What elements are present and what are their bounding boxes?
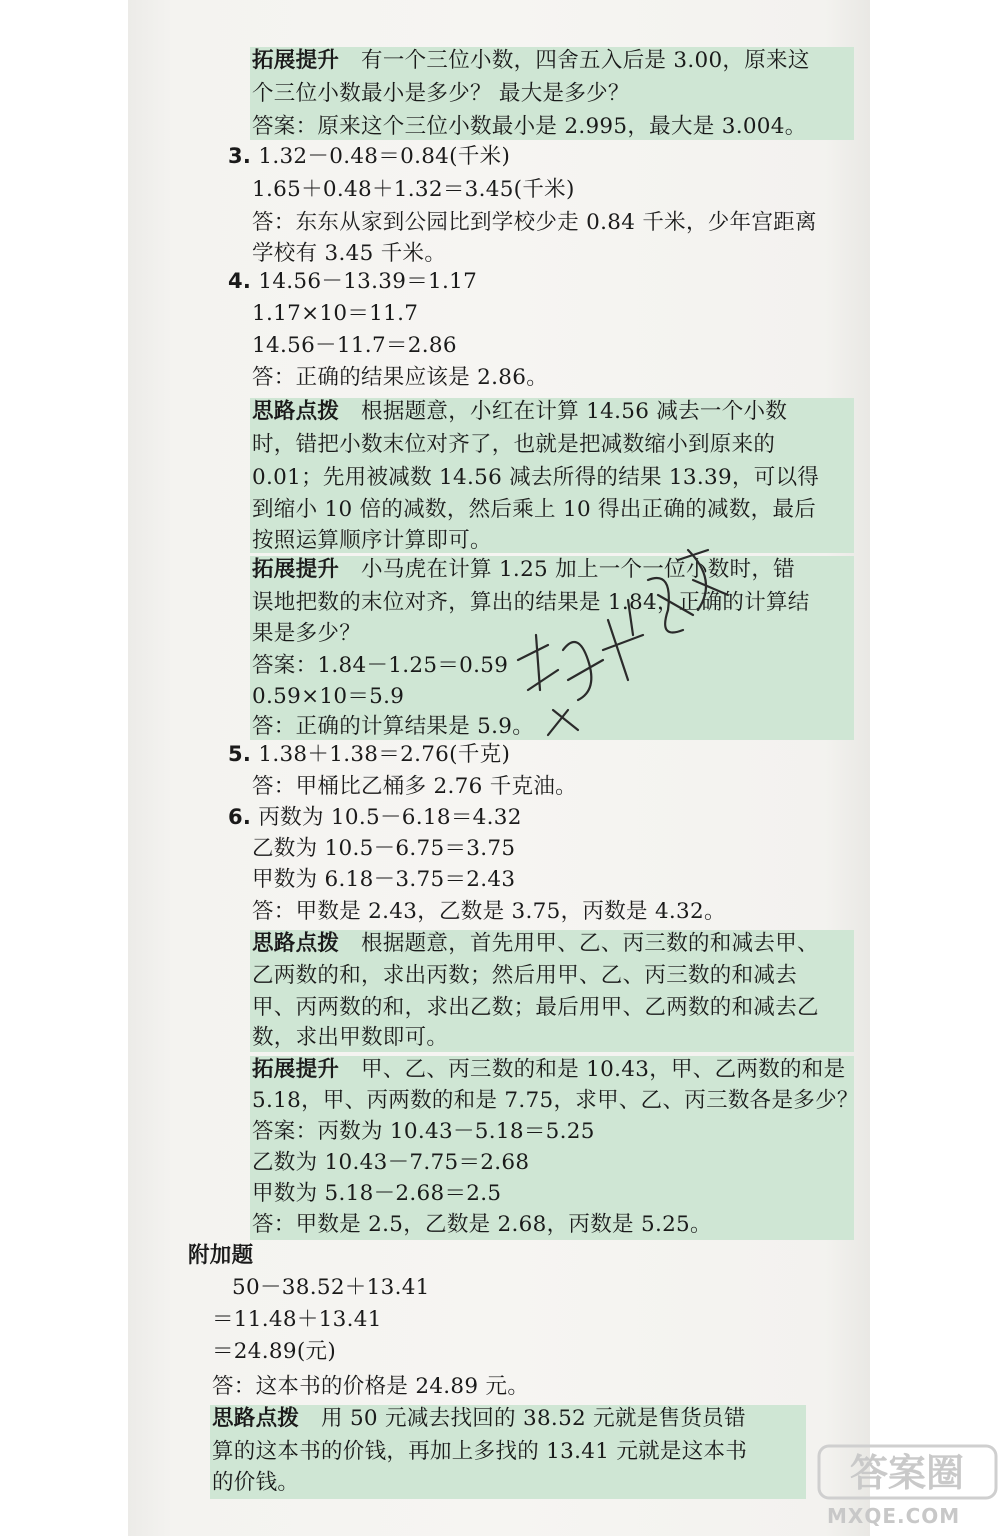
question-6-line-4: 答：甲数是 2.43，乙数是 3.75，丙数是 4.32。 [252,899,726,924]
question-6-line-1: 6. 丙数为 10.5－6.18＝4.32 [228,805,522,830]
extension-2-line-5: 0.59×10＝5.9 [252,684,405,709]
hint-title: 思路点拨 [212,1406,300,1431]
hint-2-line-3: 甲、丙两数的和，求出乙数；最后用甲、乙两数的和减去乙 [252,995,819,1020]
extra-line-3: ＝24.89(元) [212,1339,337,1364]
hint-line-5: 按照运算顺序计算即可。 [252,528,492,553]
extension-3-line-6: 答：甲数是 2.5，乙数是 2.68，丙数是 5.25。 [252,1212,712,1237]
hint-line-2: 时，错把小数末位对齐了，也就是把减数缩小到原来的 [252,432,776,457]
question-4-line-1: 4. 14.56－13.39＝1.17 [228,269,478,294]
watermark-url: MXQE.COM [827,1504,961,1528]
extension-line-1: 拓展提升 有一个三位小数，四舍五入后是 3.00，原来这 [252,48,810,73]
watermark-logo [815,1440,1000,1502]
question-3-line-1: 3. 1.32－0.48＝0.84(千米) [228,144,511,169]
question-number: 5. [228,742,252,766]
extra-line-4: 答：这本书的价格是 24.89 元。 [212,1374,530,1399]
extension-answer: 答案：原来这个三位小数最小是 2.995，最大是 3.004。 [252,114,807,139]
hint-2-line-1: 思路点拨 根据题意，首先用甲、乙、丙三数的和减去甲、 [252,931,819,956]
extension-2-line-3: 果是多少？ [252,621,362,646]
hint-2-line-2: 乙两数的和，求出丙数；然后用甲、乙、丙三数的和减去 [252,963,798,988]
question-4-line-3: 14.56－11.7＝2.86 [252,333,457,358]
question-3-line-4: 学校有 3.45 千米。 [252,241,447,266]
extension-3-line-1: 拓展提升 甲、乙、丙三数的和是 10.43，甲、乙两数的和是 [252,1057,846,1082]
extension-3-line-2: 5.18，甲、丙两数的和是 7.75，求甲、乙、丙三数各是多少？ [252,1088,859,1113]
extension-3-line-5: 甲数为 5.18－2.68＝2.5 [252,1181,502,1206]
extension-3-line-4: 乙数为 10.43－7.75＝2.68 [252,1150,530,1175]
question-number: 3. [228,144,252,168]
extra-line-1: 50－38.52＋13.41 [232,1275,430,1300]
hint-title: 思路点拨 [252,399,340,424]
watermark-logo-text: 答案圈 [849,1451,965,1495]
question-6-line-2: 乙数为 10.5－6.75＝3.75 [252,836,516,861]
hint-3-line-3: 的价钱。 [212,1470,300,1495]
question-5-line-1: 5. 1.38＋1.38＝2.76(千克) [228,742,511,767]
question-number: 4. [228,269,252,293]
hint-3-line-1: 思路点拨 用 50 元减去找回的 38.52 元就是售货员错 [212,1406,746,1431]
handwritten-scribble [508,540,738,740]
hint-line-3: 0.01；先用被减数 14.56 减去所得的结果 13.39，可以得 [252,465,820,490]
question-4-line-2: 1.17×10＝11.7 [252,301,419,326]
hint-2-line-4: 数，求出甲数即可。 [252,1025,449,1050]
hint-line-4: 到缩小 10 倍的减数，然后乘上 10 得出正确的减数，最后 [252,497,817,522]
page-scan [128,0,870,1536]
question-3-line-2: 1.65＋0.48＋1.32＝3.45(千米) [252,177,575,202]
question-number: 6. [228,805,252,829]
question-6-line-3: 甲数为 6.18－3.75＝2.43 [252,867,516,892]
extra-line-2: ＝11.48＋13.41 [212,1307,382,1332]
extension-2-line-2: 误地把数的末位对齐，算出的结果是 1.84，正确的计算结 [252,590,810,615]
question-4-line-4: 答：正确的结果应该是 2.86。 [252,365,549,390]
hint-3-line-2: 算的这本书的价钱，再加上多找的 13.41 元就是这本书 [212,1439,748,1464]
extension-title: 拓展提升 [252,557,340,582]
extension-2-line-4: 答案：1.84－1.25＝0.59 [252,653,509,678]
question-5-line-2: 答：甲桶比乙桶多 2.76 千克油。 [252,774,577,799]
extension-line-2: 个三位小数最小是多少？ 最大是多少？ [252,81,630,106]
extra-title: 附加题 [188,1243,254,1268]
extension-2-line-1: 拓展提升 小马虎在计算 1.25 加上一个一位小数时，错 [252,557,795,582]
question-3-line-3: 答：东东从家到公园比到学校少走 0.84 千米，少年宫距离 [252,210,817,235]
extension-2-line-6: 答：正确的计算结果是 5.9。 [252,714,535,739]
watermark [815,1440,1000,1536]
extension-title: 拓展提升 [252,48,340,73]
extension-title: 拓展提升 [252,1057,340,1082]
hint-line-1: 思路点拨 根据题意，小红在计算 14.56 减去一个小数 [252,399,788,424]
hint-title: 思路点拨 [252,931,340,956]
extension-3-line-3: 答案：丙数为 10.43－5.18＝5.25 [252,1119,595,1144]
